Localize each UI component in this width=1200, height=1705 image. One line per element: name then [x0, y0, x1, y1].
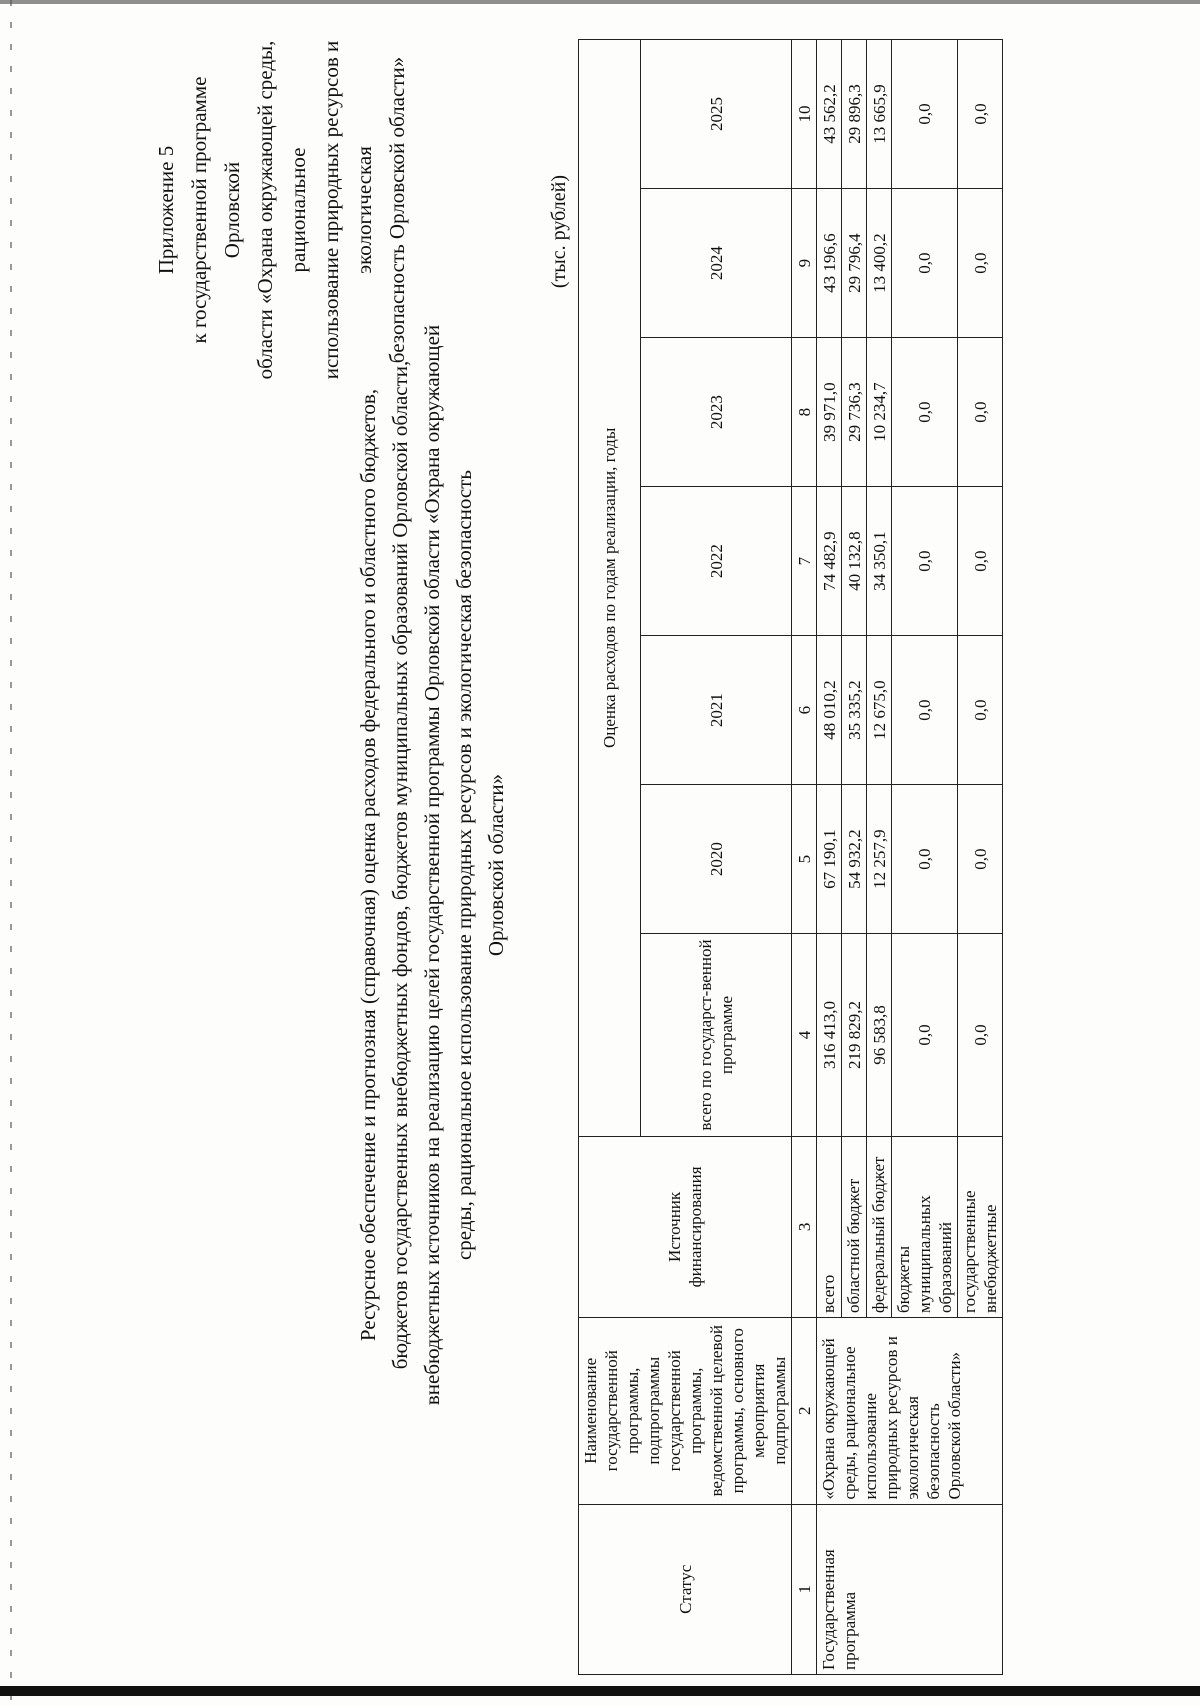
source-cell: бюджеты муниципальных образований	[892, 1136, 958, 1317]
value-cell: 0,0	[892, 487, 958, 636]
value-cell: 40 132,8	[842, 487, 867, 636]
appendix-line: использование природных ресурсов и экологическая	[319, 40, 376, 380]
value-cell: 0,0	[892, 338, 958, 487]
table-header-row	[579, 40, 641, 1675]
appendix-line: Приложение 5	[154, 145, 178, 275]
source-cell: областной бюджет	[842, 1136, 867, 1317]
column-number: 1	[792, 1504, 817, 1674]
title-line: среды, рациональное использование природных ресурсов и экологическая безопасность	[452, 470, 476, 1261]
value-cell: 0,0	[958, 785, 1003, 934]
value-cell: 13 665,9	[867, 40, 892, 189]
column-number: 7	[792, 487, 817, 636]
value-cell: 0,0	[958, 189, 1003, 338]
appendix-line: области «Охрана окружающей среды, рациональное	[253, 40, 310, 380]
column-number: 5	[792, 785, 817, 934]
value-cell: 13 400,2	[867, 189, 892, 338]
value-cell: 10 234,7	[867, 338, 892, 487]
header-status: Статус	[579, 1504, 792, 1674]
total-cell: 96 583,8	[867, 934, 892, 1137]
column-number: 3	[792, 1136, 817, 1317]
title-line: внебюджетных источников на реализацию целей государственной программы Орловской области «Охрана окружающей	[420, 324, 444, 1406]
column-number: 9	[792, 189, 817, 338]
header-year: 2021	[641, 636, 792, 785]
column-number: 4	[792, 934, 817, 1137]
document-title	[352, 275, 512, 1455]
header-name: Наименование государственной программы, подпрограммы государственной программы, ведомственной целевой программы, основного мероприятия подпрограммы	[579, 1317, 792, 1504]
value-cell: 39 971,0	[817, 338, 842, 487]
header-estimate: Оценка расходов по годам реализации, годы	[579, 40, 641, 1137]
value-cell: 0,0	[958, 40, 1003, 189]
title-line: Ресурсное обеспечение и прогнозная (справочная) оценка расходов федерального и областного бюджетов,	[356, 388, 380, 1342]
header-year: 2025	[641, 40, 792, 189]
appendix-line: безопасность Орловской области»	[385, 56, 409, 364]
value-cell: 0,0	[958, 338, 1003, 487]
value-cell: 29 736,3	[842, 338, 867, 487]
source-cell: всего	[817, 1136, 842, 1317]
value-cell: 35 335,2	[842, 636, 867, 785]
units-label: (тыс. рублей)	[548, 175, 570, 289]
title-line: бюджетов государственных внебюджетных фондов, бюджетов муниципальных образований Орловской области,	[388, 360, 412, 1370]
value-cell: 0,0	[892, 40, 958, 189]
value-cell: 34 350,1	[867, 487, 892, 636]
header-source: Источник финансирования	[579, 1136, 792, 1317]
column-number: 2	[792, 1317, 817, 1504]
value-cell: 12 675,0	[867, 636, 892, 785]
total-cell: 0,0	[892, 934, 958, 1137]
column-number: 6	[792, 636, 817, 785]
header-year: 2024	[641, 189, 792, 338]
budget-table	[578, 39, 1003, 1675]
value-cell: 29 896,3	[842, 40, 867, 189]
header-year: 2020	[641, 785, 792, 934]
status-cell: Государственная программа	[817, 1504, 1003, 1674]
value-cell: 12 257,9	[867, 785, 892, 934]
table-row	[817, 40, 842, 1675]
source-cell: федеральный бюджет	[867, 1136, 892, 1317]
value-cell: 0,0	[892, 785, 958, 934]
column-number-row	[792, 40, 817, 1675]
value-cell: 0,0	[892, 189, 958, 338]
column-number: 10	[792, 40, 817, 189]
value-cell: 0,0	[958, 636, 1003, 785]
value-cell: 29 796,4	[842, 189, 867, 338]
value-cell: 43 196,6	[817, 189, 842, 338]
total-cell: 0,0	[958, 934, 1003, 1137]
program-name-cell: «Охрана окружающей среды, рациональное использование природных ресурсов и экологическая безопасность Орловской области»	[817, 1317, 1003, 1504]
column-number: 8	[792, 338, 817, 487]
value-cell: 67 190,1	[817, 785, 842, 934]
total-cell: 219 829,2	[842, 934, 867, 1137]
value-cell: 0,0	[892, 636, 958, 785]
appendix-line: к государственной программе Орловской	[187, 76, 244, 344]
value-cell: 0,0	[958, 487, 1003, 636]
total-cell: 316 413,0	[817, 934, 842, 1137]
header-year: 2022	[641, 487, 792, 636]
source-cell: государственные внебюджетные	[958, 1136, 1003, 1317]
header-year: 2023	[641, 338, 792, 487]
header-total: всего по государст-венной программе	[641, 934, 792, 1137]
value-cell: 48 010,2	[817, 636, 842, 785]
value-cell: 54 932,2	[842, 785, 867, 934]
title-line: Орловской области»	[484, 773, 508, 957]
value-cell: 74 482,9	[817, 487, 842, 636]
value-cell: 43 562,2	[817, 40, 842, 189]
